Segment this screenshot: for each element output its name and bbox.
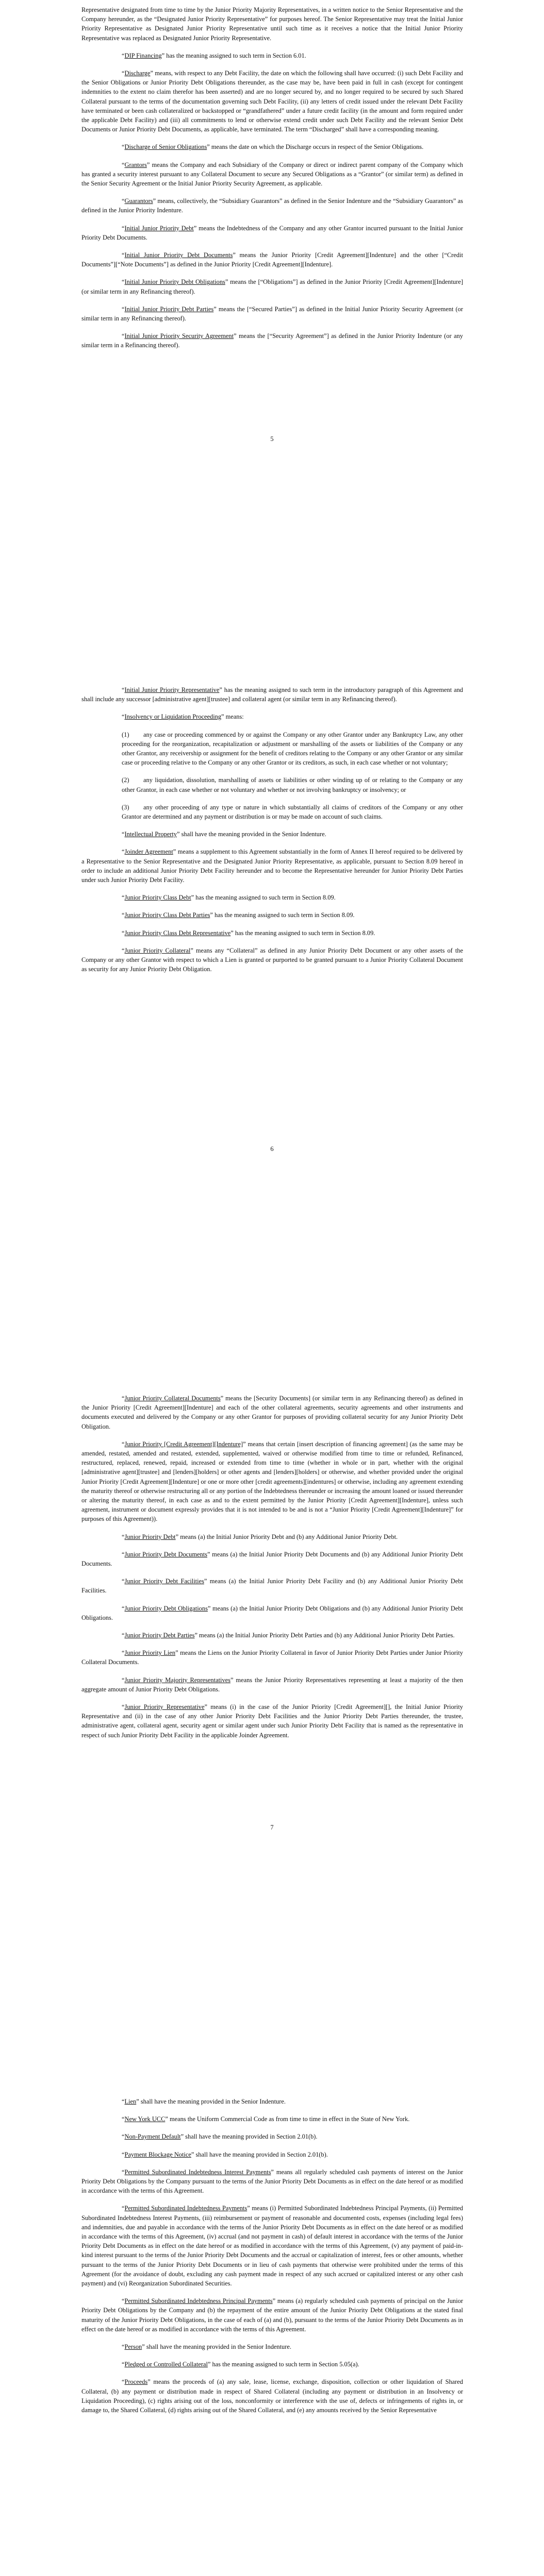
defined-term: Discharge (124, 70, 151, 77)
definition-jp-representative: “Junior Priority Representative” means (i) in the case of the Junior Priority [Credit Agreement][], the Initial Junior Priority Representative and (ii) in the case of any other Junior Priority Debt Facilities and the Junior Priority Debt Parties thereunder, the trustee, administrative agent, collateral agent, security agent or similar agent under such Junior Priority Debt Facility that is named as the representative in respect of such Junior Priority Debt Facility in the applicable Joinder Agreement. (81, 1703, 463, 1739)
definition-grantors: “Grantors” means the Company and each Subsidiary of the Company or direct or indirect parent company of the Company which has granted a security interest pursuant to any Collateral Document to secure any Secured Obligations as a “Grantor” (or similar term) as defined in the Senior Security Agreement or the Initial Junior Priority Security Agreement, as applicable. (81, 161, 463, 188)
definition-jp-lien: “Junior Priority Lien” means the Liens on the Junior Priority Collateral in favor of Junior Priority Debt Parties under Junior Priority Collateral Documents. (81, 1649, 463, 1666)
defined-term: DIP Financing (124, 52, 162, 59)
definition-jp-collateral-documents: “Junior Priority Collateral Documents” means the [Security Documents] (or similar term in any Refinancing thereof) as defined in the Junior Priority [Credit Agreement][Indenture] and each of the other collateral agreements, security agreements and other instruments and documents executed and delivered by the Company or any other Grantor for purposes of providing collateral security for any Junior Priority Debt Obligation. (81, 1395, 463, 1430)
defined-term: Person (124, 2343, 142, 2351)
definition-jp-class-debt: “Junior Priority Class Debt” has the meaning assigned to such term in Section 8.09. (122, 894, 336, 902)
definition-jp-credit-agreement: “Junior Priority [Credit Agreement][Indenture]” means that certain [insert description of financing agreement] (as the same may be amended, restated, amended and restated, extended, supplemented, waived or otherwise modified from time to time or refunded, Refinanced, restructured, replaced, renewed, repaid, increased or extended from time to time (whether in whole or in part, whether with the original [administrative agent][trustee] and [lenders][holders] or other agents and [lenders][holders] or otherwise, and whether provided under the original Junior Priority [Credit Agreement][Indenture] or one or more other [credit agreements][indentures] or otherwise, including any agreement extending the maturity thereof or otherwise restructuring all or any portion of the Indebtedness thereunder or increasing the amount loaned or issued thereunder or altering the maturity thereof, in each case as and to the extent permitted by the Junior Priority [Credit Agreement][Indenture], unless such agreement, instrument or document expressly provides that it is not intended to be and is not a “Junior Priority [Credit Agreement][Indenture]” for purposes of this Agreement)). (81, 1440, 463, 1523)
defined-term: Joinder Agreement (124, 848, 173, 856)
defined-term: Proceeds (124, 2378, 148, 2386)
defined-term: Payment Blockage Notice (124, 2150, 191, 2158)
page-7 (0, 1265, 544, 1963)
defined-term: Junior Priority Debt Parties (124, 1632, 195, 1639)
page-8-content (81, 2097, 463, 2423)
definition-jp-debt-obligations: “Junior Priority Debt Obligations” means (a) the Initial Junior Priority Debt Obligations and (b) any Additional Junior Priority Debt Obligations. (81, 1604, 464, 1621)
defined-term: Initial Junior Priority Representative (124, 686, 220, 693)
definition-jp-debt: “Junior Priority Debt” means (a) the Initial Junior Priority Debt and (b) any Additional Junior Priority Debt. (122, 1533, 398, 1540)
page-6-content (81, 685, 463, 982)
defined-term: Junior Priority Lien (124, 1649, 176, 1657)
list-item: (1) any case or proceeding commenced by or against the Company or any other Grantor under any Bankruptcy Law, any other proceeding for the reorganization, recapitalization or adjustment or marshalling of the assets or liabilities of the Company or any other Grantor, any receivership or assignment for the benefit of creditors relating to the Company or any other Grantor or any similar case or proceeding relative to the Company or any other Grantor or its creditors, as such, in each case whether or not voluntary; (122, 731, 463, 767)
defined-term: Junior Priority Majority Representatives (124, 1676, 230, 1684)
defined-term: Lien (124, 2098, 137, 2105)
definition-initial-jp-security-agreement: “Initial Junior Priority Security Agreement” means the [“Security Agreement”] as defined in the Junior Priority Indenture (or any similar term in a Refinancing thereof). (81, 332, 463, 349)
list-item-number: (1) (122, 731, 129, 738)
definition-person: “Person” shall have the meaning provided in the Senior Indenture. (122, 2343, 291, 2351)
defined-term: Guarantors (124, 197, 153, 205)
defined-term: Permitted Subordinated Indebtedness Principal Payments (124, 2297, 273, 2305)
defined-term: Junior Priority Representative (124, 1703, 205, 1711)
defined-term: Junior Priority [Credit Agreement][Indenture] (124, 1440, 243, 1448)
defined-term: Junior Priority Class Debt (124, 894, 191, 902)
definition-insolvency: “Insolvency or Liquidation Proceeding” means: (122, 713, 244, 721)
defined-term: Junior Priority Debt Documents (124, 1550, 207, 1558)
page-number: 7 (270, 1824, 274, 1831)
defined-term: Grantors (124, 161, 147, 168)
defined-term: Junior Priority Collateral Documents (124, 1395, 221, 1402)
list-item: (2) any liquidation, dissolution, marshalling of assets or liabilities or other winding up of or relating to the Company or any other Grantor, in each case whether or not voluntary and whether or not involving bankruptcy or insolvency; or (122, 776, 463, 793)
defined-term: Initial Junior Priority Debt (124, 224, 194, 232)
definition-intellectual-property: “Intellectual Property” shall have the meaning provided in the Senior Indenture. (122, 831, 326, 838)
defined-term: Permitted Subordinated Indebtedness Payments (124, 2205, 248, 2212)
paragraph: Representative designated from time to time by the Junior Priority Majority Representatives, in a written notice to the Senior Representative and the Company hereunder, as the “Designated Junior Priority Representative” for purposes hereof. The Senior Representative may treat the Initial Junior Priority Representative as Designated Junior Priority Representative until such time as it receives a notice that the Initial Junior Priority Representative was replaced as Designated Junior Priority Representative. (81, 6, 463, 42)
definition-initial-jp-debt-documents: “Initial Junior Priority Debt Documents” means the Junior Priority [Credit Agreement][Indenture] and the other [“Credit Documents”][“Note Documents”] as defined in the Junior Priority [Credit Agreement][Indenture]. (81, 251, 464, 268)
definition-initial-jp-debt-obligations: “Initial Junior Priority Debt Obligations” means the [“Obligations”] as defined in the Junior Priority [Credit Agreement][Indenture] (or similar term in any Refinancing thereof). (81, 278, 463, 295)
definition-jp-debt-facilities: “Junior Priority Debt Facilities” means (a) the Initial Junior Priority Debt Facility and (b) any Additional Junior Priority Debt Facilities. (81, 1578, 463, 1595)
definition-initial-jp-debt-parties: “Initial Junior Priority Debt Parties” means the [“Secured Parties”] as defined in the Initial Junior Priority Security Agreement (or similar term in any Refinancing thereof). (81, 305, 463, 323)
page-6 (0, 562, 544, 1265)
definition-non-payment-default: “Non-Payment Default” shall have the meaning provided in Section 2.01(b). (122, 2133, 318, 2141)
definition-pledged-collateral: “Pledged or Controlled Collateral” has the meaning assigned to such term in Section 5.05(a). (122, 2361, 359, 2368)
page-8 (0, 1963, 544, 2576)
page-7-content (81, 1394, 463, 1748)
definition-initial-jp-representative: “Initial Junior Priority Representative” has the meaning assigned to such term in the introductory paragraph of this Agreement and shall include any successor [administrative agent][trustee] and collateral agent (or similar term in any Refinancing thereof). (81, 686, 463, 703)
definition-jp-majority-representatives: “Junior Priority Majority Representatives” means the Junior Priority Representatives representing at least a majority of the then aggregate amount of Junior Priority Debt Obligations. (81, 1676, 463, 1693)
defined-term: Junior Priority Debt (124, 1533, 176, 1540)
defined-term: Pledged or Controlled Collateral (124, 2361, 208, 2368)
definition-psi-payments: “Permitted Subordinated Indebtedness Payments” means (i) Permitted Subordinated Indebtedness Principal Payments, (ii) Permitted Subordinated Indebtedness Interest Payments, (iii) reimbursement or payment of reasonable and documented costs, expenses (including legal fees) and indemnities, due and payable in accordance with the terms of the Junior Priority Debt Documents as in effect on the date hereof or as modified in accordance with the terms of this Agreement, (iv) accrual (and not payment in cash) of default interest in accordance with the terms of the Junior Priority Debt Documents as in effect on the date hereof or as modified in accordance with the terms of this Agreement, (v) any payment of paid-in-kind interest pursuant to the terms of the Junior Priority Debt Documents and the accrual or capitalization of interest, fees or other amounts, whether pursuant to the terms of the Junior Priority Debt Documents or in lieu of cash payments that otherwise were prohibited under the terms of this Agreement (for the avoidance of doubt, excluding any cash payment made in respect of any such accrued or capitalized interest or any other cash payment) and (vi) Reorganization Subordinated Securities. (81, 2205, 463, 2287)
defined-term: Initial Junior Priority Debt Obligations (124, 278, 225, 286)
defined-term: Discharge of Senior Obligations (124, 143, 207, 151)
definition-jp-class-debt-parties: “Junior Priority Class Debt Parties” has the meaning assigned to such term in Section 8.09. (122, 911, 355, 919)
defined-term: Permitted Subordinated Indebtedness Interest Payments (124, 2168, 271, 2176)
definition-dip-financing: “DIP Financing” has the meaning assigned to such term in Section 6.01. (122, 52, 306, 59)
page-5-content (81, 5, 463, 359)
defined-term: Junior Priority Class Debt Representative (124, 929, 231, 937)
list-item: (3) any other proceeding of any type or nature in which substantially all claims of creditors of the Company or any other Grantor are determined and any payment or distribution is or may be made on account of such claims. (122, 803, 463, 821)
definition-guarantors: “Guarantors” means, collectively, the “Subsidiary Guarantors” as defined in the Senior Indenture and the “Subsidiary Guarantors” as defined in the Junior Priority Indenture. (81, 197, 463, 214)
defined-term: Intellectual Property (124, 831, 177, 838)
definition-initial-jp-debt: “Initial Junior Priority Debt” means the Indebtedness of the Company and any other Grantor incurred pursuant to the Initial Junior Priority Debt Documents. (81, 224, 463, 241)
defined-term: Initial Junior Priority Debt Documents (124, 251, 233, 259)
definition-jp-collateral: “Junior Priority Collateral” means any “Collateral” as defined in any Junior Priority Debt Document or any other assets of the Company or any other Grantor with respect to which a Lien is granted or purported to be granted pursuant to a Junior Priority Collateral Document as security for any Junior Priority Debt Obligation. (81, 946, 464, 973)
definition-jp-class-debt-representative: “Junior Priority Class Debt Representative” has the meaning assigned to such term in Section 8.09. (122, 929, 375, 937)
definition-discharge: “Discharge” means, with respect to any Debt Facility, the date on which the following shall have occurred: (i) such Debt Facility and the Senior Obligations or Junior Priority Debt Obligations thereunder, as the case may be, have been paid in full in cash (except for contingent indemnities to the extent no claim therefor has been asserted) and are no longer secured by, and no longer required to be secured by such Shared Collateral pursuant to the terms of the documentation governing such Debt Facility, (ii) any letters of credit issued under the relevant Debt Facility have terminated or been cash collateralized or backstopped or “grandfathered” under a future credit facility (in the amount and form required under the applicable Debt Facility) and (iii) all commitments to lend or otherwise extend credit under such Debt Facility and the relevant Senior Debt Documents or Junior Priority Debt Documents, as applicable, have terminated. The term “Discharged” shall have a corresponding meaning. (81, 70, 463, 133)
definition-lien: “Lien” shall have the meaning provided in the Senior Indenture. (122, 2098, 286, 2105)
defined-term: Initial Junior Priority Security Agreement (124, 332, 234, 340)
defined-term: Junior Priority Debt Facilities (124, 1578, 204, 1585)
defined-term: Junior Priority Collateral (124, 946, 191, 954)
definition-jp-debt-documents: “Junior Priority Debt Documents” means (a) the Initial Junior Priority Debt Documents and (b) any Additional Junior Priority Debt Documents. (81, 1550, 463, 1568)
definition-discharge-senior: “Discharge of Senior Obligations” means the date on which the Discharge occurs in respect of the Senior Obligations. (122, 143, 424, 151)
list-item-number: (2) (122, 776, 129, 784)
definition-psi-interest-payments: “Permitted Subordinated Indebtedness Interest Payments” means all regularly scheduled cash payments of interest on the Junior Priority Debt Obligations by the Company pursuant to the terms of the Junior Priority Debt Documents as in effect on the date hereof or as modified in accordance with the terms of this Agreement. (81, 2168, 463, 2195)
definition-psi-principal-payments: “Permitted Subordinated Indebtedness Principal Payments” means (a) regularly scheduled cash payments of principal on the Junior Priority Debt Obligations by the Company and (b) the repayment of the entire amount of the Junior Priority Debt Obligations at the stated final maturity of the Junior Priority Debt Obligations, in the case of each of (a) and (b), pursuant to the terms of the Junior Priority Debt Documents as in effect on the date hereof or as modified in accordance with the terms of this Agreement. (81, 2297, 464, 2333)
defined-term: Junior Priority Debt Obligations (124, 1604, 208, 1612)
defined-term: Insolvency or Liquidation Proceeding (124, 713, 222, 721)
definition-new-york-ucc: “New York UCC” means the Uniform Commercial Code as from time to time in effect in the State of New York. (122, 2115, 410, 2123)
list-item-number: (3) (122, 803, 129, 811)
defined-term: Junior Priority Class Debt Parties (124, 911, 210, 919)
definition-payment-blockage-notice: “Payment Blockage Notice” shall have the meaning provided in Section 2.01(b). (122, 2150, 328, 2158)
definition-proceeds: “Proceeds” means the proceeds of (a) any sale, lease, license, exchange, disposition, collection or other liquidation of Shared Collateral, (b) any payment or distribution made in respect of Shared Collateral (including any payment or distribution in an Insolvency or Liquidation Proceeding), (c) rights arising out of the loss, nonconformity or interference with the use of, defects or infringements of rights in, or damage to, the Shared Collateral, (d) rights arising out of the Shared Collateral, and (e) any amounts received by the Senior Representative (81, 2378, 463, 2414)
page-number: 5 (270, 435, 274, 443)
definition-jp-debt-parties: “Junior Priority Debt Parties” means (a) the Initial Junior Priority Debt Parties and (b) any Additional Junior Priority Debt Parties. (122, 1632, 455, 1639)
defined-term: Initial Junior Priority Debt Parties (124, 305, 214, 313)
definition-joinder-agreement: “Joinder Agreement” means a supplement to this Agreement substantially in the form of Annex II hereof required to be delivered by a Representative to the Senior Representative and the Designated Junior Priority Representative, as applicable, pursuant to Section 8.09 hereof in order to include an additional Junior Priority Debt Facility hereunder and to become the Representative hereunder for Junior Priority Debt Parties under such Junior Priority Debt Facility. (81, 848, 463, 884)
defined-term: Non-Payment Default (124, 2133, 181, 2141)
page-number: 6 (270, 1145, 274, 1153)
page-5 (0, 0, 544, 562)
defined-term: New York UCC (124, 2115, 166, 2123)
